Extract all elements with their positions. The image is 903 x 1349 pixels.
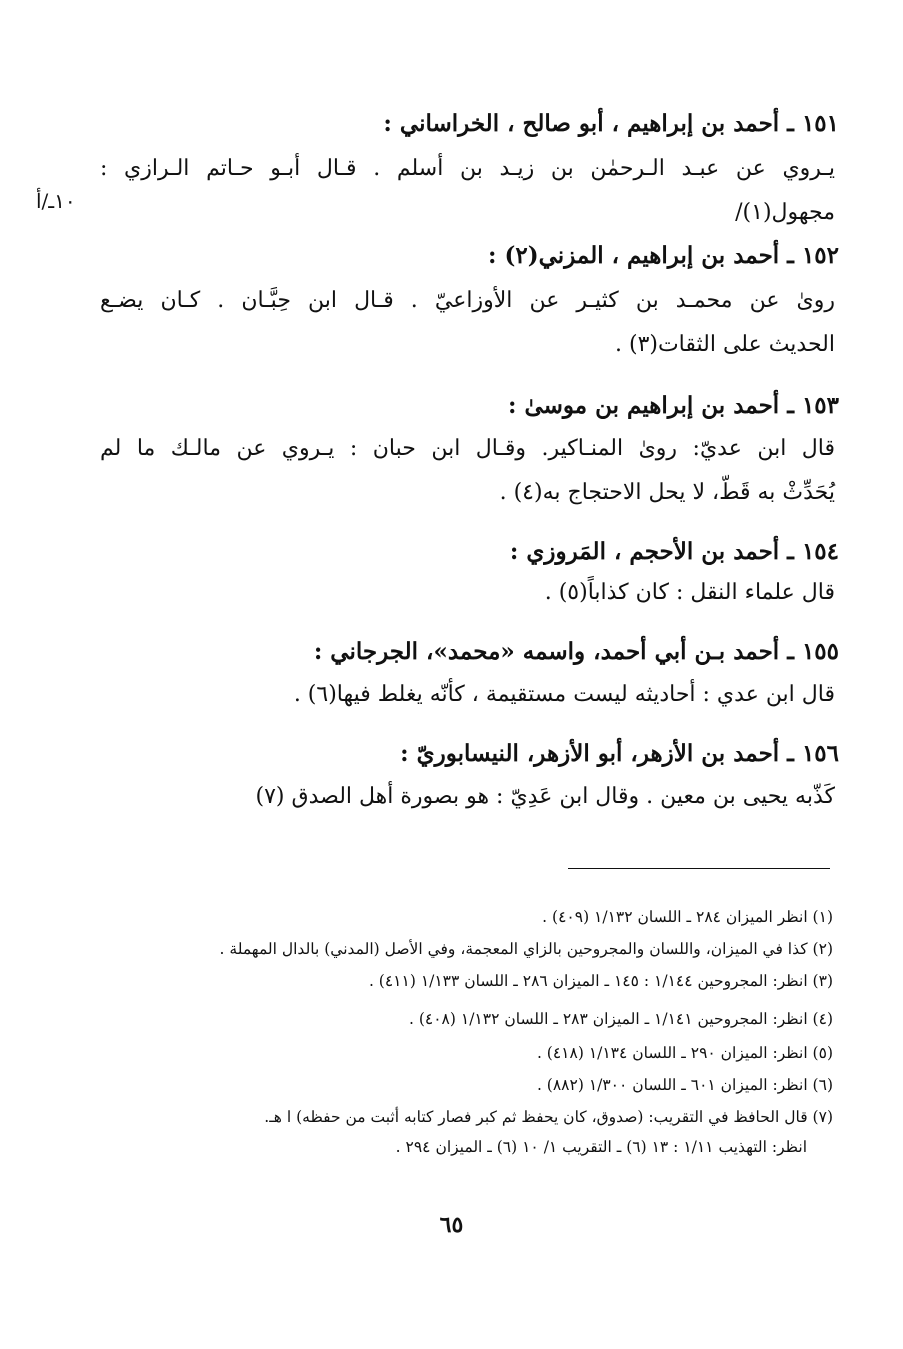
entry-text-155-line1: قال ابن عدي : أحاديثه ليست مستقيمة ، كأنّه يغلط فيها(٦) . [293,682,835,707]
footnote-1: (١) انظر الميزان ٢٨٤ ـ اللسان ١/١٣٢ (٤٠٩) . [542,908,833,926]
entry-text-151-line1: يـروي عن عبـد الـرحمٰن بن زيـد بن أسلم . قـال أبـو حـاتم الـرازي : [100,156,835,181]
entry-text-153-line1: قال ابن عديّ: روىٰ المنـاكير. وقـال ابن حبان : يـروي عن مالـك ما لم [100,436,835,461]
footnote-5: (٥) انظر: الميزان ٢٩٠ ـ اللسان ١/١٣٤ (٤١٨) . [536,1044,833,1062]
entry-heading-155: ١٥٥ ـ أحمد بـن أبي أحمد، واسمه «محمد»، الجرجاني : [313,638,839,665]
entry-heading-151: ١٥١ ـ أحمد بن إبراهيم ، أبو صالح ، الخراساني : [383,110,839,137]
entry-heading-152: ١٥٢ ـ أحمد بن إبراهيم ، المزني(٢) : [488,242,839,269]
entry-heading-156: ١٥٦ ـ أحمد بن الأزهر، أبو الأزهر، النيسابوريّ : [400,740,839,767]
footnote-separator [568,868,830,869]
footnote-4: (٤) انظر: المجروحين ١/١٤١ ـ الميزان ٢٨٣ ـ اللسان ١/١٣٢ (٤٠٨) . [409,1010,833,1028]
footnote-7: (٧) قال الحافظ في التقريب: (صدوق، كان يحفظ ثم كبر فصار كتابه أثبت من حفظه) ا هـ. [264,1108,833,1126]
entry-text-156-line1: كَذّبه يحيى بن معين . وقال ابن عَدِيّ : هو بصورة أهل الصدق (٧) [255,784,835,809]
entry-text-152-line2: الحديث على الثقات(٣) . [614,332,835,357]
footnote-2: (٢) كذا في الميزان، واللسان والمجروحين بالزاي المعجمة، وفي الأصل (المدني) بالدال المهملة . [219,940,833,958]
entry-heading-153: ١٥٣ ـ أحمد بن إبراهيم بن موسىٰ : [507,392,839,419]
entry-text-151-line2: مجهول(١)/ [735,200,835,225]
footnote-6: (٦) انظر: الميزان ٦٠١ ـ اللسان ١/٣٠٠ (٨٨٢) . [536,1076,833,1094]
footnote-3: (٣) انظر: المجروحين ١/١٤٤ : ١٤٥ ـ الميزان ٢٨٦ ـ اللسان ١/١٣٣ (٤١١) . [368,972,833,990]
entry-text-154-line1: قال علماء النقل : كان كذاباً(٥) . [544,580,835,605]
entry-heading-154: ١٥٤ ـ أحمد بن الأحجم ، المَروزي : [509,538,839,565]
margin-folio-note: ١٠ـ/أ [36,189,76,213]
entry-text-152-line1: روىٰ عن محمـد بن كثيـر عن الأوزاعيّ . قـال ابن حِبَّـان . كـان يضـع [100,288,835,313]
entry-text-153-line2: يُحَدِّثْ به قَطّ، لا يحل الاحتجاج به(٤) . [499,480,835,505]
footnote-7-continuation: انظر: التهذيب ١/١١ : ١٣ (٦) ـ التقريب ١/ ١٠ (٦) ـ الميزان ٢٩٤ . [395,1138,807,1156]
page-number: ٦٥ [439,1212,464,1238]
